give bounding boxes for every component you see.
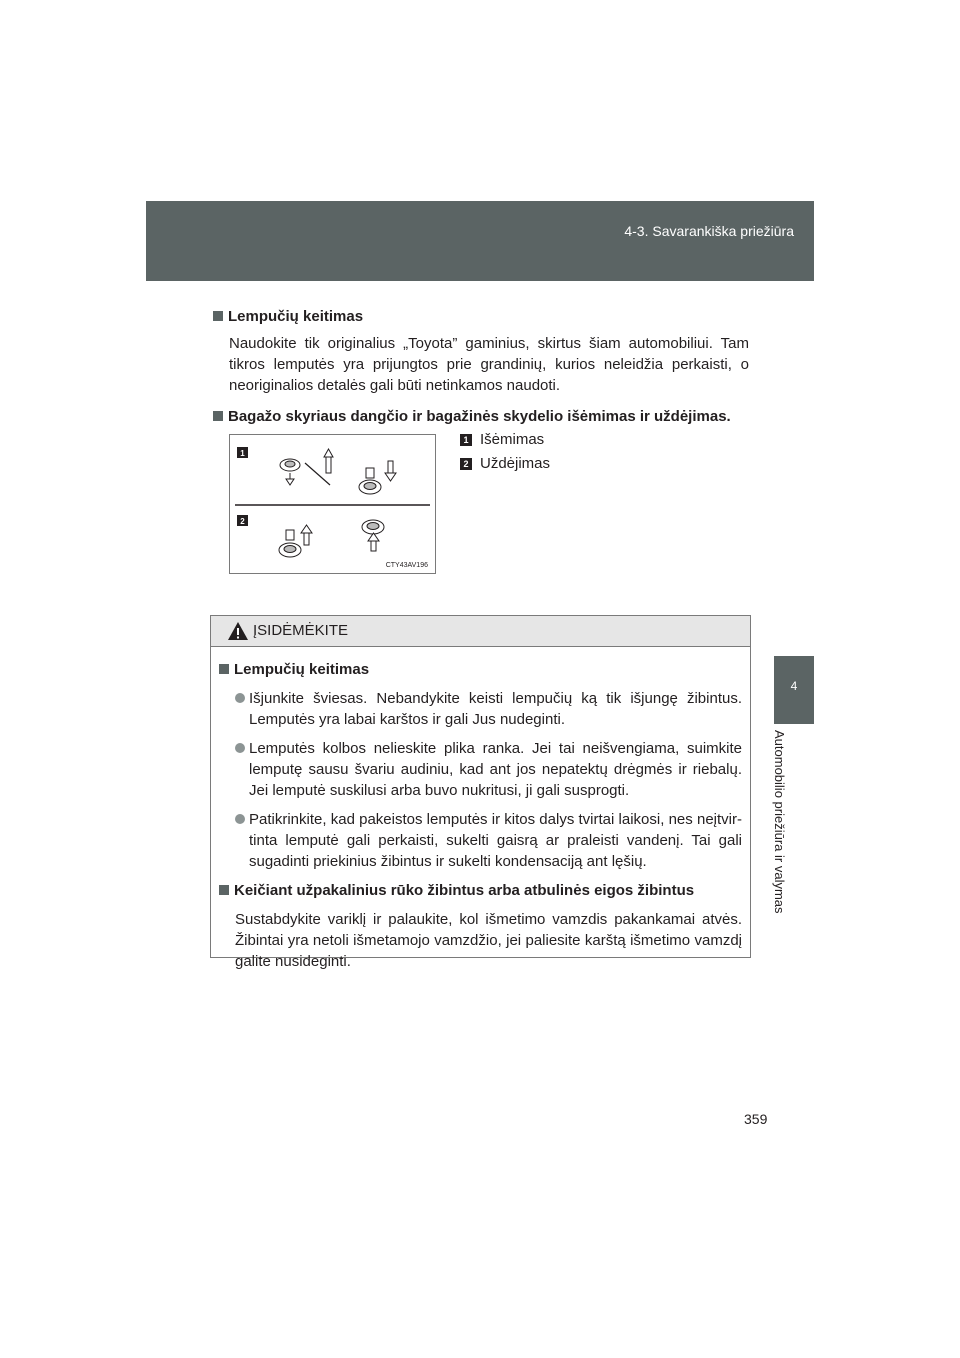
section-title: 4-3. Savarankiška priežiūra bbox=[624, 223, 794, 239]
clip-illustration bbox=[229, 434, 436, 574]
chapter-title-text: Automobilio priežiūra ir valymas bbox=[772, 730, 787, 914]
chapter-title bbox=[774, 724, 814, 984]
header-bar bbox=[146, 201, 814, 281]
square-bullet-icon bbox=[219, 885, 229, 895]
figure-code: CTY43AV196 bbox=[385, 562, 428, 569]
legend-number: 2 bbox=[460, 458, 472, 470]
square-bullet-icon bbox=[213, 311, 223, 321]
warning-icon bbox=[227, 621, 249, 641]
page-number: 359 bbox=[744, 1111, 768, 1127]
main-content bbox=[213, 306, 749, 427]
legend-item: 2 Uždėjimas bbox=[460, 455, 550, 472]
caution-bullet: Lemputės kolbos nelieskite plika ranka. Jei tai neišvengiama, suimkite lemputę sausu švariu audiniu, kad ant jos nepatektų drėgmės ir riebalų. Jei lemputė suskilusi arba buvo nukritusi, ji gali susprogti. bbox=[235, 738, 742, 801]
caution-body bbox=[211, 647, 750, 972]
bullet-dot-icon bbox=[235, 693, 245, 703]
square-bullet-icon bbox=[219, 664, 229, 674]
bullet-dot-icon bbox=[235, 814, 245, 824]
bulb-text: Naudokite tik originalius „Toyota” gaminius, skirtus šiam automobiliui. Tam tikros lemputės yra prijungtos prie grandinių, kurios neleidžia perkaisti, o neoriginalios detalės gali būti netinkamos naudoti. bbox=[229, 335, 749, 394]
figure-legend bbox=[460, 431, 550, 479]
svg-text:2: 2 bbox=[240, 517, 245, 526]
legend-number: 1 bbox=[460, 434, 472, 446]
caution-box bbox=[210, 615, 751, 970]
caution-section-heading: Keičiant užpakalinius rūko žibintus arba atbulinės eigos žibintus bbox=[219, 880, 742, 901]
bullet-dot-icon bbox=[235, 743, 245, 753]
caution-section-heading: Lempučių keitimas bbox=[219, 659, 742, 680]
caution-title: ĮSIDĖMĖKITE bbox=[253, 622, 349, 639]
chapter-tab: 4 bbox=[774, 656, 814, 724]
legend-item: 1 Išėmimas bbox=[460, 431, 550, 448]
caution-header bbox=[211, 616, 750, 647]
caution-section-text: Sustabdykite variklį ir palaukite, kol išmetimo vamzdis pakankamai atvės. Žibintai yra netoli išmetamojo vamzdžio, jei paliesite karštą išmetimo vamzdį galite nusideginti. bbox=[235, 911, 742, 970]
bulb-heading: Lempučių keitimas bbox=[213, 306, 749, 327]
caution-bullet: Išjunkite šviesas. Nebandykite keisti lempučių ką tik išjungę žibintus. Lemputės yra labai karštos ir gali Jus nudeginti. bbox=[235, 688, 742, 730]
clip-diagram bbox=[230, 435, 435, 573]
caution-bullet: Patikrinkite, kad pakeistos lemputės ir kitos dalys tvirtai laikosi, nes neįtvirtinta lemputė gali perkaisti, sukelti gaisrą ar praleisti vandenį. Tai gali sugadinti priekinius žibintus ir sukelti kondensaciją ant lęšių. bbox=[235, 809, 742, 872]
cover-heading: Bagažo skyriaus dangčio ir bagažinės skydelio išėmimas ir uždėjimas. bbox=[213, 406, 749, 427]
square-bullet-icon bbox=[213, 411, 223, 421]
svg-text:1: 1 bbox=[240, 449, 245, 458]
